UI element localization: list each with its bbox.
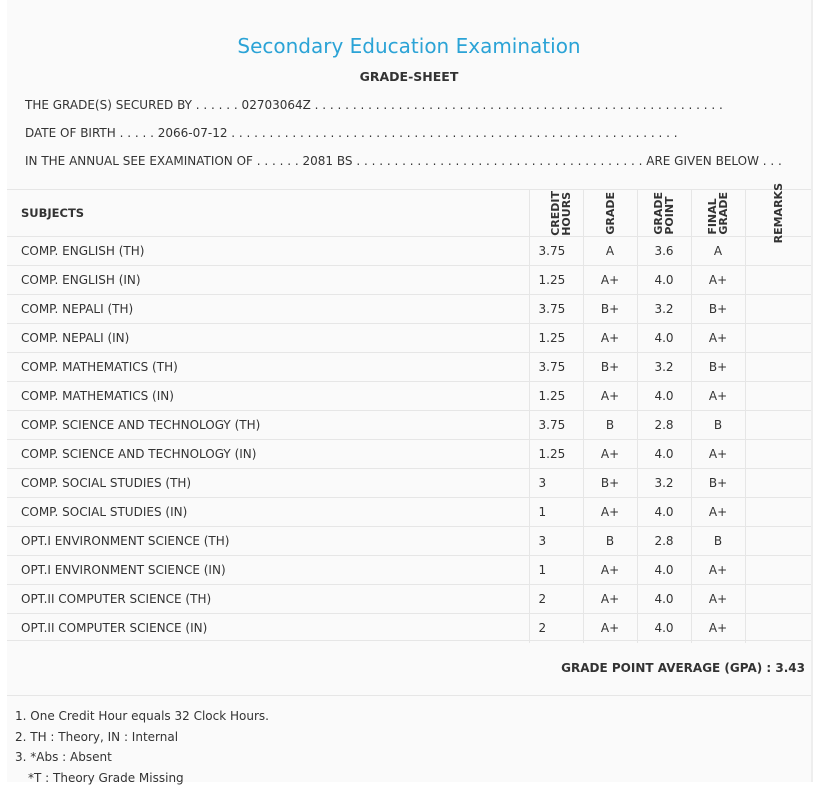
cell-grade-point: 3.2 — [637, 295, 691, 324]
table-row — [7, 614, 811, 643]
cell-subject: OPT.I ENVIRONMENT SCIENCE (TH) — [7, 527, 529, 556]
cell-final-grade: A+ — [691, 324, 745, 353]
grades-table — [7, 189, 811, 643]
cell-remarks — [745, 498, 811, 527]
cell-subject: COMP. SCIENCE AND TECHNOLOGY (IN) — [7, 440, 529, 469]
cell-subject: COMP. MATHEMATICS (TH) — [7, 353, 529, 382]
table-row — [7, 556, 811, 585]
cell-remarks — [745, 614, 811, 643]
cell-grade: A+ — [583, 614, 637, 643]
cell-remarks — [745, 266, 811, 295]
cell-remarks — [745, 382, 811, 411]
cell-grade: A+ — [583, 498, 637, 527]
cell-remarks — [745, 295, 811, 324]
cell-credit-hours: 1.25 — [529, 266, 583, 295]
table-row — [7, 266, 811, 295]
table-row — [7, 237, 811, 266]
table-row — [7, 295, 811, 324]
cell-grade: A+ — [583, 440, 637, 469]
cell-grade: A+ — [583, 324, 637, 353]
cell-final-grade: B — [691, 527, 745, 556]
cell-subject: COMP. MATHEMATICS (IN) — [7, 382, 529, 411]
header-final-grade — [691, 190, 745, 237]
cell-grade: A+ — [583, 556, 637, 585]
cell-grade-point: 4.0 — [637, 266, 691, 295]
cell-grade-point: 4.0 — [637, 556, 691, 585]
cell-credit-hours: 1 — [529, 498, 583, 527]
gpa-section — [7, 640, 811, 696]
cell-subject: COMP. NEPALI (IN) — [7, 324, 529, 353]
header-final-grade-label: FINAL GRADE — [707, 192, 729, 235]
notes — [15, 706, 269, 788]
note-item: *T : Theory Grade Missing — [15, 768, 269, 788]
cell-final-grade: B+ — [691, 295, 745, 324]
cell-grade: A+ — [583, 266, 637, 295]
cell-final-grade: A+ — [691, 440, 745, 469]
header-credit-hours-label: CREDIT HOURS — [550, 191, 572, 236]
cell-subject: COMP. SCIENCE AND TECHNOLOGY (TH) — [7, 411, 529, 440]
cell-grade: A+ — [583, 585, 637, 614]
info-symbol-number: THE GRADE(S) SECURED BY . . . . . . 02703064Z . . . . . . . . . . . . . . . . . . . . . . . . . . . . . . . . . . . . . . . . . . . . . . . . . . . . . . — [25, 98, 723, 112]
cell-subject: OPT.I ENVIRONMENT SCIENCE (IN) — [7, 556, 529, 585]
cell-grade: B — [583, 411, 637, 440]
header-grade-point — [637, 190, 691, 237]
cell-final-grade: A+ — [691, 556, 745, 585]
cell-remarks — [745, 556, 811, 585]
cell-grade: A+ — [583, 382, 637, 411]
cell-final-grade: A+ — [691, 585, 745, 614]
cell-grade: B+ — [583, 469, 637, 498]
table-header-row — [7, 190, 811, 237]
cell-grade-point: 4.0 — [637, 440, 691, 469]
cell-final-grade: A+ — [691, 266, 745, 295]
cell-final-grade: A+ — [691, 498, 745, 527]
cell-credit-hours: 3 — [529, 527, 583, 556]
cell-final-grade: B+ — [691, 353, 745, 382]
table-row — [7, 469, 811, 498]
cell-credit-hours: 3.75 — [529, 237, 583, 266]
cell-grade: B — [583, 527, 637, 556]
cell-final-grade: A+ — [691, 614, 745, 643]
cell-credit-hours: 1.25 — [529, 440, 583, 469]
cell-subject: COMP. ENGLISH (IN) — [7, 266, 529, 295]
cell-subject: COMP. SOCIAL STUDIES (IN) — [7, 498, 529, 527]
cell-remarks — [745, 440, 811, 469]
cell-remarks — [745, 353, 811, 382]
cell-grade: A — [583, 237, 637, 266]
gpa-value: GRADE POINT AVERAGE (GPA) : 3.43 — [561, 661, 805, 675]
table-row — [7, 382, 811, 411]
cell-remarks — [745, 527, 811, 556]
cell-credit-hours: 1.25 — [529, 382, 583, 411]
info-exam-year: IN THE ANNUAL SEE EXAMINATION OF . . . . . . 2081 BS . . . . . . . . . . . . . . . . . . . . . . . . . . . . . . . . . . . . . . ARE GIVEN BELOW . . . — [25, 154, 782, 168]
note-item: 3. *Abs : Absent — [15, 747, 269, 768]
cell-final-grade: B — [691, 411, 745, 440]
cell-subject: COMP. NEPALI (TH) — [7, 295, 529, 324]
cell-credit-hours: 2 — [529, 585, 583, 614]
note-item: 2. TH : Theory, IN : Internal — [15, 727, 269, 748]
cell-remarks — [745, 324, 811, 353]
cell-credit-hours: 1.25 — [529, 324, 583, 353]
page-title: Secondary Education Examination — [7, 34, 811, 58]
header-grade — [583, 190, 637, 237]
table-row — [7, 527, 811, 556]
header-grade-point-label: GRADE POINT — [653, 192, 675, 235]
cell-grade-point: 4.0 — [637, 585, 691, 614]
cell-grade-point: 2.8 — [637, 411, 691, 440]
cell-grade-point: 4.0 — [637, 614, 691, 643]
cell-grade: B+ — [583, 353, 637, 382]
cell-subject: COMP. ENGLISH (TH) — [7, 237, 529, 266]
grade-sheet — [7, 0, 811, 782]
header-credit-hours — [529, 190, 583, 237]
page-margin — [813, 0, 839, 782]
table-row — [7, 324, 811, 353]
table-row — [7, 353, 811, 382]
page-subtitle: GRADE-SHEET — [7, 69, 811, 84]
cell-credit-hours: 3.75 — [529, 295, 583, 324]
cell-subject: COMP. SOCIAL STUDIES (TH) — [7, 469, 529, 498]
cell-subject: OPT.II COMPUTER SCIENCE (IN) — [7, 614, 529, 643]
header-grade-label: GRADE — [605, 192, 616, 235]
table-row — [7, 585, 811, 614]
cell-credit-hours: 3.75 — [529, 411, 583, 440]
cell-grade-point: 4.0 — [637, 324, 691, 353]
cell-credit-hours: 3 — [529, 469, 583, 498]
cell-remarks — [745, 585, 811, 614]
info-date-of-birth: DATE OF BIRTH . . . . . 2066-07-12 . . . . . . . . . . . . . . . . . . . . . . . . . . . . . . . . . . . . . . . . . . . . . . . . . . . . . . . . . . . — [25, 126, 678, 140]
note-item: 1. One Credit Hour equals 32 Clock Hours. — [15, 706, 269, 727]
cell-final-grade: B+ — [691, 469, 745, 498]
cell-final-grade: A — [691, 237, 745, 266]
cell-grade: B+ — [583, 295, 637, 324]
header-subjects: SUBJECTS — [7, 190, 529, 237]
cell-grade-point: 2.8 — [637, 527, 691, 556]
cell-grade-point: 3.2 — [637, 469, 691, 498]
cell-final-grade: A+ — [691, 382, 745, 411]
table-row — [7, 498, 811, 527]
cell-remarks — [745, 411, 811, 440]
table-row — [7, 411, 811, 440]
cell-grade-point: 4.0 — [637, 382, 691, 411]
table-row — [7, 440, 811, 469]
cell-remarks — [745, 469, 811, 498]
cell-grade-point: 3.6 — [637, 237, 691, 266]
cell-credit-hours: 3.75 — [529, 353, 583, 382]
cell-credit-hours: 2 — [529, 614, 583, 643]
cell-grade-point: 3.2 — [637, 353, 691, 382]
header-remarks-label: REMARKS — [773, 183, 784, 243]
header-remarks — [745, 190, 811, 237]
cell-subject: OPT.II COMPUTER SCIENCE (TH) — [7, 585, 529, 614]
cell-credit-hours: 1 — [529, 556, 583, 585]
cell-grade-point: 4.0 — [637, 498, 691, 527]
